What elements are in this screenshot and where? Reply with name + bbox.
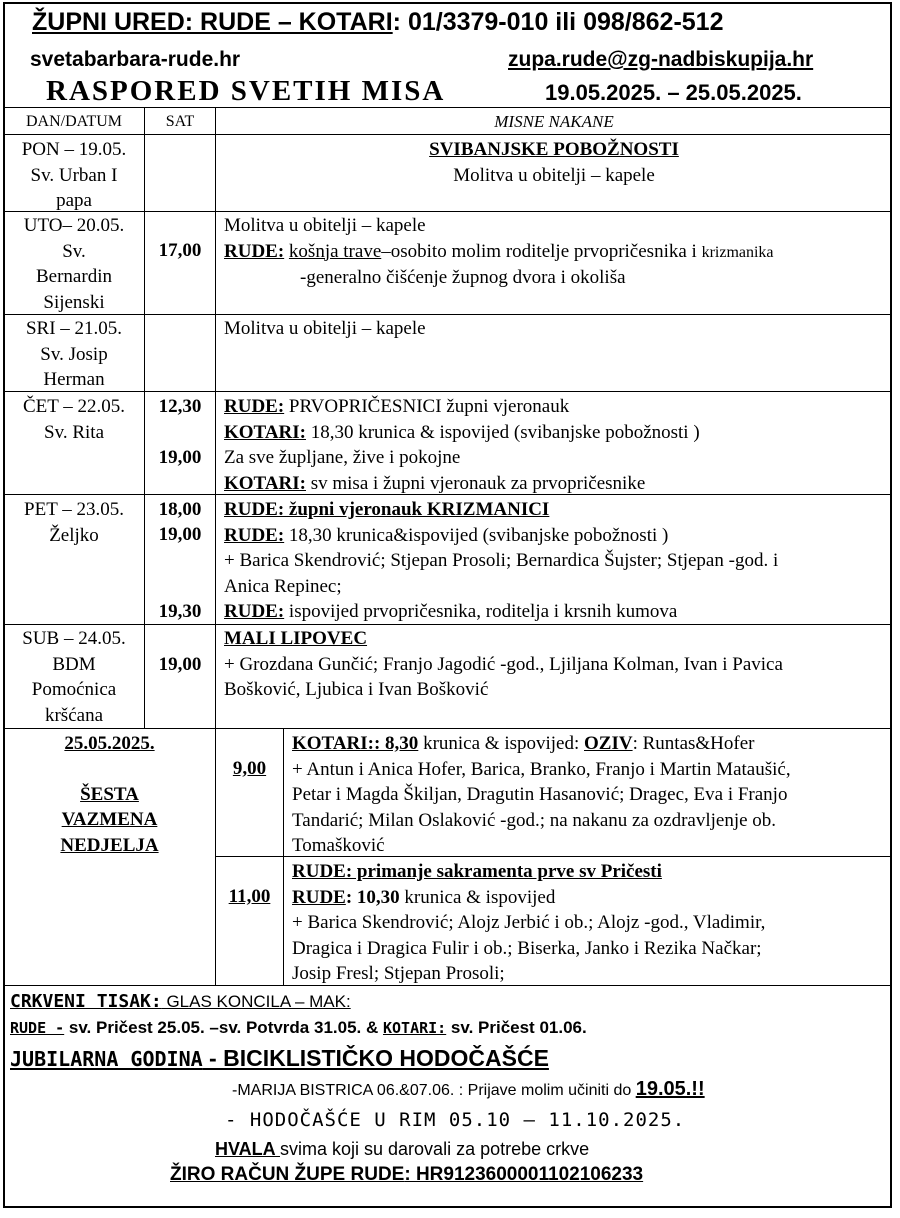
col-header-intentions: MISNE NAKANE bbox=[494, 112, 614, 131]
parish-label: RUDE: bbox=[224, 601, 285, 622]
time-thu-2: 19,00 bbox=[158, 447, 202, 468]
intention-line: RUDE: župni vjeronauk KRIZMANICI bbox=[224, 499, 550, 520]
intention-text: ispovijed prvopričesnika, roditelja i krsnih kumova bbox=[284, 601, 678, 622]
intention-line: + Grozdana Gunčić; Franjo Jagodić -god., Ljiljana Kolman, Ivan i Pavica bbox=[224, 653, 783, 675]
col-header-time: SAT bbox=[165, 113, 195, 130]
intention-line: Molitva u obitelji – kapele bbox=[224, 215, 426, 236]
intention-text: 18,30 krunica & ispovijed (svibanjske pobožnosti ) bbox=[305, 421, 700, 443]
intention-line: Za sve župljane, žive i pokojne bbox=[224, 447, 461, 468]
day-saint: Sv. Rita bbox=[44, 421, 104, 443]
sunday-name: VAZMENA bbox=[61, 809, 158, 830]
day-cell-tue bbox=[4, 213, 144, 315]
table-top-line bbox=[3, 107, 892, 108]
intention-text: : Runtas&Hofer bbox=[632, 733, 755, 754]
sunday-name: NEDJELJA bbox=[60, 834, 159, 856]
schedule-title: RASPORED SVETIH MISA bbox=[46, 75, 446, 107]
time-sun-1: 9,00 bbox=[232, 758, 267, 779]
phone-numbers: : 01/3379-010 ili 098/862-512 bbox=[392, 8, 724, 36]
time-fri-2: 19,00 bbox=[158, 524, 202, 545]
intention-cell-wed: Molitva u obitelji – kapele bbox=[224, 318, 426, 339]
press-text: GLAS KONCILA – MAK: bbox=[161, 992, 351, 1011]
communion-text: sv. Pričest 25.05. –sv. Potvrda 31.05. & bbox=[64, 1018, 383, 1037]
day-saint: Sv. bbox=[62, 240, 86, 262]
day-cell-thu bbox=[4, 394, 144, 445]
intention-line bbox=[224, 599, 888, 625]
intention-text: PRVOPRIČESNICI župni vjeronauk bbox=[284, 396, 570, 417]
intention-cell-tue bbox=[224, 213, 888, 291]
day-date: UTO– 20.05. bbox=[23, 215, 125, 236]
time-fri-1: 18,00 bbox=[158, 499, 202, 520]
col-header-day: DAN/DATUM bbox=[26, 113, 122, 130]
intention-line: Molitva u obitelji – kapele bbox=[453, 164, 655, 186]
communion-text: sv. Pričest 01.06. bbox=[446, 1018, 587, 1037]
day-cell-sun bbox=[4, 731, 215, 858]
intention-line: + Barica Skendrović; Stjepan Prosoli; Bernardica Šujster; Stjepan -god. i bbox=[224, 550, 779, 571]
day-cell-wed bbox=[4, 316, 144, 393]
thanks-line bbox=[215, 1136, 589, 1162]
intention-line bbox=[224, 420, 888, 446]
website[interactable]: svetabarbara-rude.hr bbox=[30, 48, 241, 71]
day-date: SUB – 24.05. bbox=[22, 628, 126, 649]
bank-account-label: ŽIRO RAČUN ŽUPE RUDE bbox=[170, 1164, 405, 1185]
col-line-time bbox=[215, 107, 216, 985]
bank-account-number: : HR9123600001102106233 bbox=[404, 1164, 644, 1185]
intention-line bbox=[224, 523, 888, 549]
day-saint: Pomoćnica bbox=[31, 679, 117, 700]
thanks-label: HVALA bbox=[215, 1139, 280, 1159]
intention-text: krunica & ispovijed: bbox=[418, 733, 585, 754]
time-sat: 19,00 bbox=[158, 654, 202, 675]
intention-line: Tandarić; Milan Oslaković -god.; na nakanu za ozdravljenje ob. bbox=[292, 809, 777, 831]
office-title: ŽUPNI URED: RUDE – KOTARI bbox=[32, 8, 393, 36]
day-saint: Sijenski bbox=[43, 291, 105, 313]
intention-line: + Barica Skendrović; Alojz Jerbić i ob.; Alojz -god., Vladimir, bbox=[292, 912, 766, 933]
header-title-line bbox=[32, 6, 723, 38]
intention-text: krunica & ispovijed bbox=[399, 886, 556, 908]
rome-pilgrimage: - HODOČAŠĆE U RIM 05.10 – 11.10.2025. bbox=[225, 1109, 686, 1131]
day-date: ČET – 22.05. bbox=[22, 396, 126, 417]
col-line-sunday bbox=[283, 728, 284, 985]
day-cell-fri bbox=[4, 497, 144, 548]
day-date: PON – 19.05. bbox=[21, 139, 127, 160]
intention-text: sv misa i župni vjeronauk za prvopričesnike bbox=[305, 472, 646, 494]
devotion-title: SVIBANJSKE POBOŽNOSTI bbox=[429, 139, 679, 160]
bistrica-text: -MARIJA BISTRICA 06.&07.06. : Prijave molim učiniti do bbox=[232, 1082, 636, 1099]
time-fri-3: 19,30 bbox=[158, 601, 202, 622]
jubilee-line bbox=[10, 1043, 549, 1074]
time-sun-2: 11,00 bbox=[228, 886, 271, 907]
time-tue: 17,00 bbox=[158, 240, 202, 261]
intention-line bbox=[292, 731, 888, 757]
thanks-text: svima koji su darovali za potrebe crkve bbox=[280, 1139, 590, 1159]
intention-line: Tomašković bbox=[292, 835, 385, 856]
intention-cell-fri bbox=[224, 497, 888, 625]
day-saint: Herman bbox=[43, 369, 105, 390]
intention-line bbox=[224, 471, 888, 497]
day-saint: Željko bbox=[49, 524, 99, 546]
parish-label: KOTARI: bbox=[224, 421, 306, 443]
intention-cell-sat bbox=[224, 626, 888, 703]
time-thu-1: 12,30 bbox=[158, 396, 202, 417]
intention-line bbox=[292, 885, 888, 911]
intention-line: Bošković, Ljubica i Ivan Bošković bbox=[224, 679, 489, 700]
intention-text: košnja trave bbox=[288, 240, 382, 262]
intention-line: Josip Fresl; Stjepan Prosoli; bbox=[292, 963, 505, 984]
day-date: PET – 23.05. bbox=[24, 499, 124, 520]
intention-text: OZIV bbox=[584, 733, 633, 754]
intention-line: RUDE: primanje sakramenta prve sv Pričesti bbox=[292, 861, 662, 882]
intention-cell-thu bbox=[224, 394, 888, 496]
row-line bbox=[3, 728, 892, 729]
day-cell-mon bbox=[4, 137, 144, 214]
intention-line: + Antun i Anica Hofer, Barica, Branko, Franjo i Martin Mataušić, bbox=[292, 758, 791, 780]
parish-label: RUDE: bbox=[224, 396, 285, 417]
day-saint: BDM bbox=[52, 653, 96, 675]
intention-line: Petar i Magda Škiljan, Dragutin Hasanović; Dragec, Eva i Franjo bbox=[292, 784, 788, 805]
intention-text: 18,30 krunica&ispovijed (svibanjske pobožnosti ) bbox=[284, 524, 669, 546]
intention-line bbox=[224, 394, 888, 420]
day-saint: Bernardin bbox=[36, 266, 112, 287]
registration-deadline: 19.05.!! bbox=[635, 1078, 705, 1100]
date-range: 19.05.2025. – 25.05.2025. bbox=[545, 80, 802, 105]
intention-text: : 10,30 bbox=[345, 886, 400, 908]
day-saint: Sv. Josip bbox=[40, 343, 108, 365]
intention-cell-sun-2 bbox=[292, 859, 888, 987]
intention-line: Anica Repinec; bbox=[224, 575, 342, 597]
jubilee-label: JUBILARNA GODINA bbox=[10, 1047, 203, 1071]
kotari-label: KOTARI: bbox=[382, 1019, 447, 1037]
parish-label: RUDE: bbox=[224, 240, 285, 262]
intention-line bbox=[224, 239, 888, 266]
parish-label: RUDE: bbox=[224, 524, 285, 546]
parish-label: RUDE bbox=[292, 886, 346, 908]
church-press-line bbox=[10, 991, 351, 1013]
day-cell-sat bbox=[4, 626, 144, 728]
email-link[interactable]: zupa.rude@zg-nadbiskupija.hr bbox=[508, 48, 814, 71]
intention-line: -generalno čišćenje župnog dvora i okoliša bbox=[300, 267, 626, 288]
intention-cell-sun-1 bbox=[292, 731, 888, 859]
intention-text: –osobito molim roditelje prvopričesnika i bbox=[381, 240, 697, 262]
intention-line: Dragica i Dragica Fulir i ob.; Biserka, Janko i Rezika Načkar; bbox=[292, 937, 762, 959]
communion-line bbox=[10, 1017, 587, 1039]
day-saint: papa bbox=[56, 190, 92, 211]
parish-label: KOTARI:: 8,30 bbox=[292, 733, 419, 754]
sunday-name: ŠESTA bbox=[80, 783, 139, 805]
location-title: MALI LIPOVEC bbox=[224, 628, 368, 649]
bistrica-line bbox=[232, 1076, 705, 1104]
sunday-date: 25.05.2025. bbox=[64, 733, 155, 754]
jubilee-text: - BICIKLISTIČKO HODOČAŠĆE bbox=[202, 1045, 549, 1071]
day-saint: kršćana bbox=[44, 704, 104, 726]
rude-label: RUDE - bbox=[10, 1019, 65, 1037]
day-saint: Sv. Urban I bbox=[30, 164, 118, 186]
day-date: SRI – 21.05. bbox=[25, 318, 123, 339]
press-label: CRKVENI TISAK: bbox=[10, 991, 162, 1012]
intention-cell-mon bbox=[216, 137, 892, 188]
bank-account-line bbox=[170, 1162, 643, 1188]
intention-text: krizmanika bbox=[701, 243, 774, 261]
parish-label: KOTARI: bbox=[224, 472, 306, 494]
